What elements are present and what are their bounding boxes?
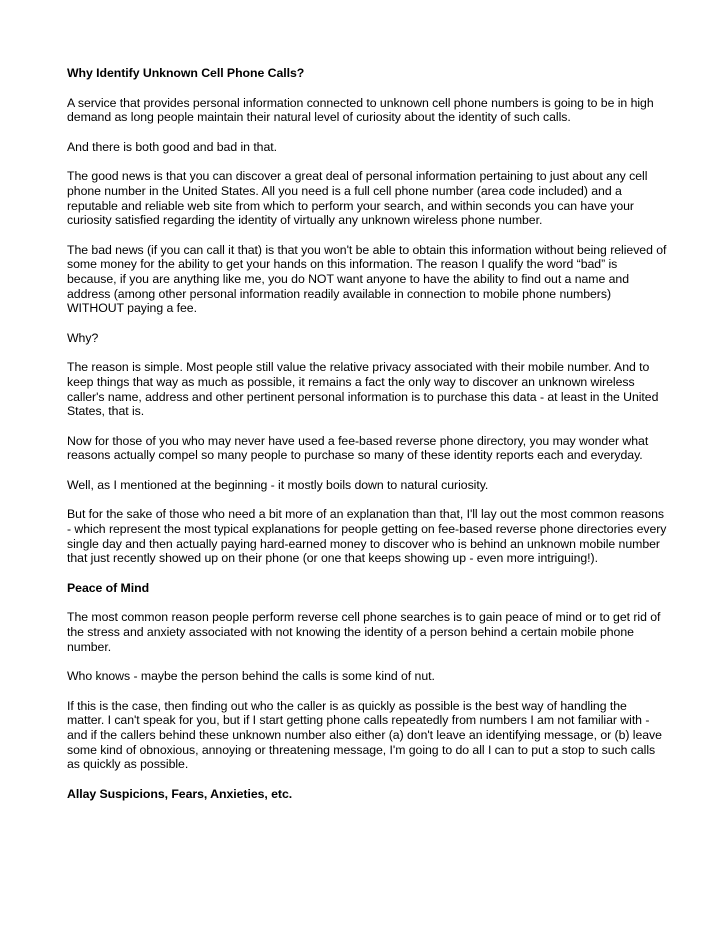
section-heading-peace-of-mind: Peace of Mind (67, 580, 150, 595)
paragraph-12: If this is the case, then finding out who the caller is as quickly as possible is the best way of handling the matter. I can't speak for you, but if I start getting phone calls repeatedly from numbers I am not familiar with - and if the callers behind these unknown number also either (a) don't leave an identifying message, or (b) leave some kind of obnoxious, annoying or threatening message, I'm going to do all I can to put a stop to such calls as quickly as possible. (67, 698, 662, 772)
paragraph-10: The most common reason people perform reverse cell phone searches is to gain peace of mind or to get rid of the stress and anxiety associated with not knowing the identity of a person behind a certain mobile phone number. (67, 610, 661, 654)
paragraph-11: Who knows - maybe the person behind the calls is some kind of nut. (67, 669, 435, 684)
document-page (67, 66, 667, 816)
paragraph-4: The bad news (if you can call it that) is that you won't be able to obtain this information without being relieved of some money for the ability to get your hands on this information. The reason I qualify the word “bad” is because, if you are anything like me, you do NOT want anyone to have the ability to find out a name and address (among other personal information readily available in connection to mobile phone numbers) WITHOUT paying a fee. (67, 242, 667, 316)
section-heading-allay-suspicions: Allay Suspicions, Fears, Anxieties, etc. (67, 786, 293, 801)
paragraph-7: Now for those of you who may never have used a fee-based reverse phone directory, you may wonder what reasons actually compel so many people to purchase so many of these identity reports each and everyday. (67, 433, 649, 463)
paragraph-1: A service that provides personal information connected to unknown cell phone numbers is going to be in high demand as long people maintain their natural level of curiosity about the identity of such calls. (67, 95, 654, 125)
paragraph-6: The reason is simple. Most people still value the relative privacy associated with their mobile number. And to keep things that way as much as possible, it remains a fact the only way to discover an unknown wireless caller's name, address and other pertinent personal information is to purchase this data - at least in the United States, that is. (67, 360, 659, 419)
paragraph-5: Why? (67, 330, 99, 345)
paragraph-2: And there is both good and bad in that. (67, 139, 277, 154)
paragraph-8: Well, as I mentioned at the beginning - it mostly boils down to natural curiosity. (67, 477, 489, 492)
paragraph-9: But for the sake of those who need a bit more of an explanation than that, I'll lay out the most common reasons - which represent the most typical explanations for people getting on fee-based reverse phone directories every single day and then actually paying hard-earned money to discover who is behind an unknown mobile number that just recently showed up on their phone (or one that keeps showing up - even more intriguing!). (67, 507, 667, 566)
paragraph-3: The good news is that you can discover a great deal of personal information pertaining to just about any cell phone number in the United States. All you need is a full cell phone number (area code included) and a reputable and reliable web site from which to perform your search, and within seconds you can have your curiosity satisfied regarding the identity of virtually any unknown wireless phone number. (67, 169, 648, 228)
document-title: Why Identify Unknown Cell Phone Calls? (67, 66, 305, 80)
